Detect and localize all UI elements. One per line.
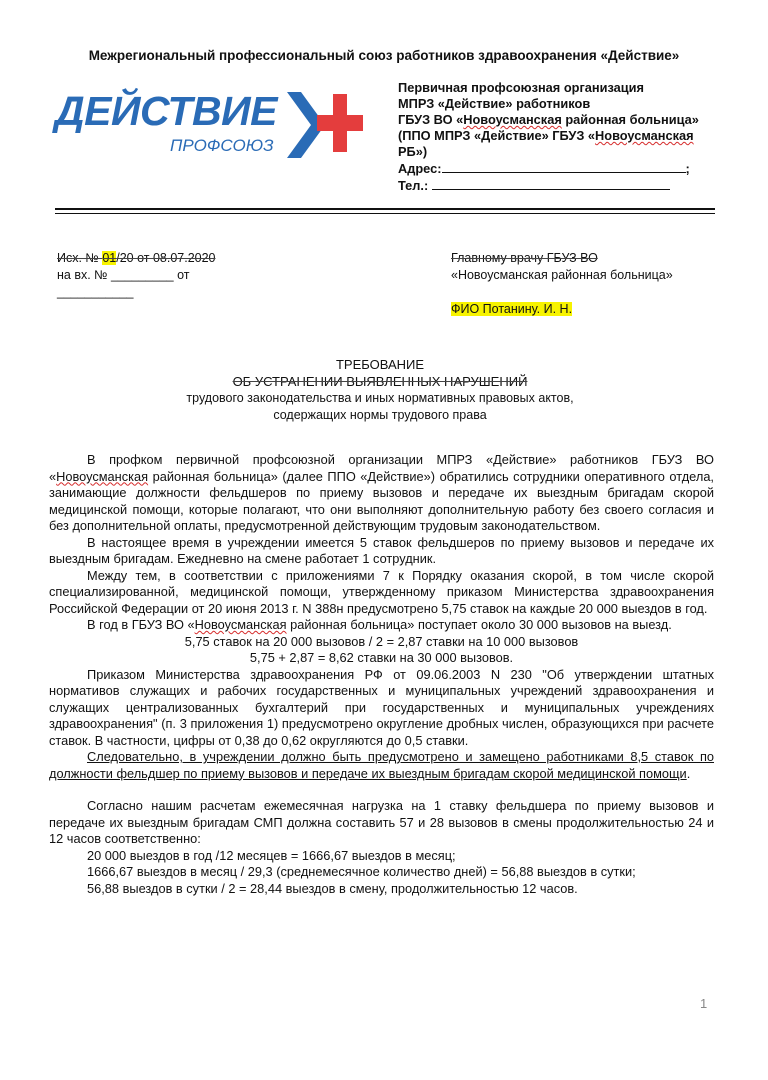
- paragraph: Между тем, в соответствии с приложениями 7 к Порядку оказания скорой, в том числе скорой специализированной, медицинской помощи, утвержденному приказом Министерства здравоохранения Российской Федерации от 20 июня 2013 г. N 388н предусмотрено 5,75 ставок на каждые 20 000 выездов в год.: [49, 567, 714, 616]
- org-line: (ППО МПРЗ «Действие» ГБУЗ «Новоусманская: [398, 128, 694, 143]
- recipient-name: ФИО Потанину. И. Н.: [451, 302, 573, 316]
- calculation-line: 5,75 ставок на 20 000 вызовов / 2 = 2,87 ставки на 10 000 вызовов: [184, 633, 579, 649]
- org-line: МПРЗ «Действие» работников: [398, 96, 591, 111]
- calculation-line: 5,75 + 2,87 = 8,62 ставки на 30 000 вызовов.: [249, 650, 514, 665]
- document-subtitle-2: трудового законодательства и иных нормативных правовых актов,: [186, 391, 574, 405]
- paragraph: В профком первичной профсоюзной организации МПРЗ «Действие» работников ГБУЗ ВО «Новоусманская районная больница» (далее ППО «Действие») обратились сотрудники оперативного отдела, занимающие должности фельдшеров по приему вызовов и передаче их выездным бригадам скорой медицинской помощи, которые полагают, что они выполняют дополнительную работу без своего согласия и без дополнительной оплаты, предусмотренной действующим трудовым законодательством.: [49, 452, 714, 533]
- paragraph: В настоящее время в учреждении имеется 5 ставок фельдшеров по приему вызовов и передаче их выездным бригадам. Ежедневно на смене работает 1 сотрудник.: [49, 534, 714, 566]
- org-line: РБ»): [398, 144, 428, 159]
- org-line: Первичная профсоюзная организация: [398, 80, 645, 95]
- document-subtitle-3: содержащих нормы трудового права: [273, 407, 487, 422]
- org-line: ГБУЗ ВО «Новоусманская районная больница»: [398, 112, 699, 127]
- calculation-line: 20 000 выездов в год /12 месяцев = 1666,67 выездов в месяц;: [87, 847, 456, 863]
- paragraph: Согласно нашим расчетам ежемесячная нагрузка на 1 ставку фельдшера по приему вызовов и передаче их выездным бригадам СМП должна составить 57 и 28 вызовов в смены продолжительностью 24 и 12 часов соответственно:: [49, 798, 714, 846]
- calculation-line: 56,88 выездов в сутки / 2 = 28,44 выездов в смену, продолжительностью 12 часов.: [87, 880, 578, 896]
- document-subtitle: ОБ УСТРАНЕНИИ ВЫЯВЛЕННЫХ НАРУШЕНИЙ: [232, 373, 528, 389]
- page-number: 1: [700, 996, 708, 1011]
- document-title: ТРЕБОВАНИЕ: [335, 357, 425, 372]
- paragraph: В год в ГБУЗ ВО «Новоусманская районная больница» поступает около 30 000 вызовов на выезд.: [87, 617, 672, 632]
- document-heading: [120, 357, 640, 423]
- recipient-org: «Новоусманская районная больница»: [451, 268, 673, 282]
- phone-line: Тел.:: [398, 177, 728, 194]
- union-logo: [55, 86, 345, 166]
- org-block: [398, 80, 728, 194]
- logo-arrow-cross-icon: [283, 86, 367, 164]
- paragraph: Следовательно, в учреждении должно быть предусмотрено и замещено работниками 8,5 ставок по должности фельдшер по приему вызовов и передаче их выездным бригадам скорой медицинской помощи.: [49, 749, 714, 781]
- outgoing-number: Исх. № 01/20 от 08.07.2020: [57, 251, 216, 265]
- incoming-number: на вх. № _________ от: [57, 268, 190, 282]
- recipient-position: Главному врачу ГБУЗ ВО: [451, 251, 598, 265]
- reference-block: [57, 250, 307, 301]
- header-rule-thin: [55, 213, 715, 214]
- logo-wordmark: ДЕЙСТВИЕ: [55, 88, 277, 134]
- union-title: Межрегиональный профессиональный союз работников здравоохранения «Действие»: [88, 48, 680, 63]
- address-line: Адрес: ;: [398, 161, 690, 176]
- header-rule: [55, 208, 715, 210]
- document-body: [49, 452, 714, 897]
- incoming-date: ___________: [57, 285, 134, 299]
- recipient-block: [451, 250, 731, 318]
- logo-subtitle: ПРОФСОЮЗ: [170, 136, 274, 155]
- paragraph: Приказом Министерства здравоохранения РФ от 09.06.2003 N 230 "Об утверждении штатных нормативов служащих и рабочих государственных и муниципальных учреждений здравоохранения и служащих централизованных бухгалтерий при государственных и муниципальных учреждениях здравоохранения" (п. 3 приложения 1) предусмотрено округление дробных числен, образующихся при расчете ставок. В частности, цифры от 0,38 до 0,62 округляются до 0,5 ставки.: [49, 666, 714, 748]
- calculation-line: 1666,67 выездов в месяц / 29,3 (среднемесячное количество дней) = 56,88 выездов в сутки;: [87, 864, 636, 879]
